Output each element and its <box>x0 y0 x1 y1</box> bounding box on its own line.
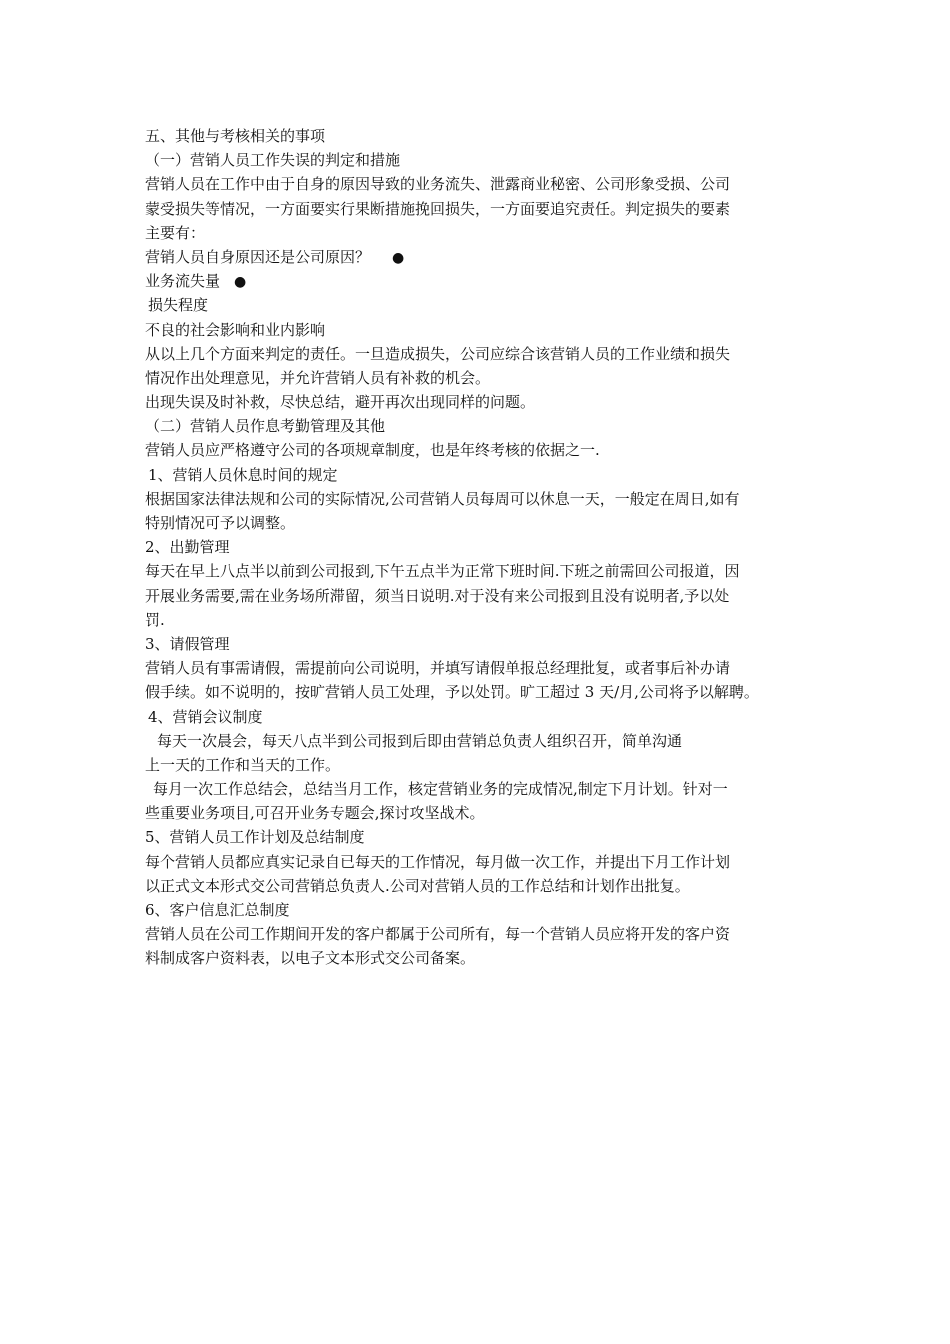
subsection-title-1: （一）营销人员工作失误的判定和措施 <box>145 151 401 170</box>
bullet-icon: ● <box>234 274 247 291</box>
list-item <box>145 269 815 293</box>
paragraph-line: 每天在早上八点半以前到公司报到,下午五点半为正常下班时间.下班之前需回公司报道，因 <box>145 562 740 581</box>
paragraph-line: 蒙受损失等情况，一方面要实行果断措施挽回损失，一方面要追究责任。判定损失的要素 <box>145 199 731 218</box>
paragraph-line: 从以上几个方面来判定的责任。一旦造成损失，公司应综合该营销人员的工作业绩和损失 <box>145 344 731 363</box>
paragraph-line: 每个营销人员都应真实记录自已每天的工作情况，每月做一次工作，并提出下月工作计划 <box>145 852 731 871</box>
paragraph-line: 营销人员应严格遵守公司的各项规章制度，也是年终考核的依据之一. <box>145 441 600 460</box>
list-item-text: 业务流失量 <box>145 272 221 291</box>
paragraph-line: 主要有： <box>145 223 206 242</box>
list-item-text: 营销人员自身原因还是公司原因？ <box>145 247 371 266</box>
heading-meeting: 4、营销会议制度 <box>148 707 263 726</box>
section-title: 五、其他与考核相关的事项 <box>145 127 326 145</box>
paragraph-line: 开展业务需要,需在业务场所滞留，须当日说明.对于没有来公司报到且没有说明者,予以处 <box>145 586 730 605</box>
paragraph-line: 每天一次晨会，每天八点半到公司报到后即由营销总负责人组织召开，简单沟通 <box>157 731 683 750</box>
paragraph-line: 特别情况可予以调整。 <box>145 514 296 532</box>
paragraph-line: 每月一次工作总结会，总结当月工作，核定营销业务的完成情况,制定下月计划。针对一 <box>153 780 728 799</box>
paragraph-line: 情况作出处理意见，并允许营销人员有补救的机会。 <box>145 368 491 387</box>
subsection-title-2: （二）营销人员作息考勤管理及其他 <box>145 417 386 436</box>
paragraph-line: 料制成客户资料表，以电子文本形式交公司备案。 <box>145 949 476 968</box>
paragraph-line: 上一天的工作和当天的工作。 <box>145 755 341 774</box>
paragraph-line: 营销人员有事需请假，需提前向公司说明，并填写请假单报总经理批复，或者事后补办请 <box>145 659 731 678</box>
paragraph-line: 假手续。如不说明的，按旷营销人员工处理，予以处罚。旷工超过 3 天/月,公司将予以解聘。 <box>145 683 759 702</box>
paragraph-line: 以正式文本形式交公司营销总负责人.公司对营销人员的工作总结和计划作出批复。 <box>145 876 690 895</box>
paragraph-line: 根据国家法律法规和公司的实际情况,公司营销人员每周可以休息一天，一般定在周日,如有 <box>145 489 740 508</box>
paragraph-line: 营销人员在公司工作期间开发的客户都属于公司所有，每一个营销人员应将开发的客户资 <box>145 925 731 944</box>
heading-attendance: 2、出勤管理 <box>145 538 230 557</box>
bullet-icon: ● <box>392 249 405 266</box>
paragraph-line: 些重要业务项目,可召开业务专题会,探讨攻坚战术。 <box>145 804 485 823</box>
heading-customer-info: 6、客户信息汇总制度 <box>145 901 290 919</box>
list-item: 不良的社会影响和业内影响 <box>145 320 326 339</box>
paragraph-line: 营销人员在工作中由于自身的原因导致的业务流失、泄露商业秘密、公司形象受损、公司 <box>145 175 731 194</box>
list-item: 损失程度 <box>148 296 209 315</box>
document-body <box>145 124 815 971</box>
heading-leave: 3、请假管理 <box>145 634 230 653</box>
list-item <box>145 245 815 269</box>
heading-rest-time: 1、营销人员休息时间的规定 <box>148 465 338 484</box>
paragraph-line: 罚. <box>145 610 165 629</box>
heading-work-plan: 5、营销人员工作计划及总结制度 <box>145 828 365 847</box>
paragraph-line: 出现失误及时补救，尽快总结，避开再次出现同样的问题。 <box>145 393 536 412</box>
